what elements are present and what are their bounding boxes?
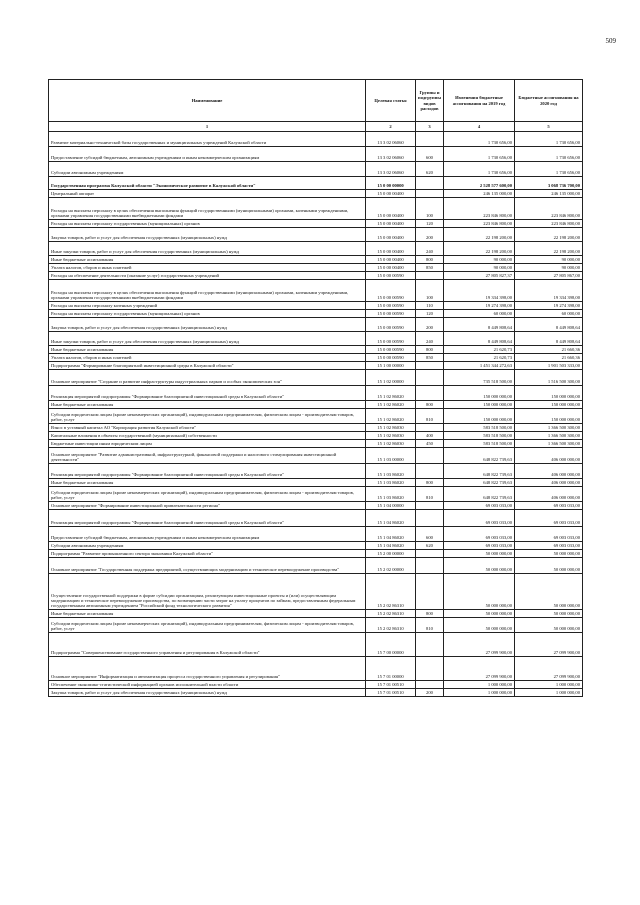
table-row: [49, 510, 583, 527]
row-target-article: 15 0 00 00400: [366, 256, 416, 264]
row-target-article: 15 1 04 86020: [366, 527, 416, 542]
table-row: [49, 502, 583, 510]
row-target-article: 15 0 00 00400: [366, 228, 416, 242]
table-row: [49, 346, 583, 354]
row-expense-type: 800: [416, 479, 444, 487]
row-name: Иные закупки товаров, работ и услуг для обеспечения государственных (муниципальных) нужд: [49, 332, 366, 346]
row-target-article: 15 0 00 00590: [366, 302, 416, 310]
row-target-article: 15 1 02 86030: [366, 440, 416, 448]
table-row: [49, 550, 583, 558]
row-expense-type: [416, 550, 444, 558]
row-name: Расходы на выплаты персоналу государственных (муниципальных) органов: [49, 310, 366, 318]
row-amount-2019: 60 000,00: [444, 310, 515, 318]
row-target-article: 15 1 02 86030: [366, 424, 416, 432]
row-target-article: 15 7 01 00510: [366, 681, 416, 689]
table-row: [49, 424, 583, 432]
row-name: Подпрограмма "Формирование благоприятной инвестиционной среды в Калужской области": [49, 362, 366, 370]
row-target-article: 15 1 03 86020: [366, 487, 416, 502]
row-target-article: 15 0 00 00590: [366, 272, 416, 280]
row-amount-2020: 69 003 033,00: [515, 542, 583, 550]
row-name: Субсидии юридическим лицам (кроме некоммерческих организаций), индивидуальным предпринимателям, физическим лицам - производителям товаров, работ, услуг: [49, 409, 366, 424]
row-amount-2020: 150 000 000,00: [515, 401, 583, 409]
table-row: [49, 272, 583, 280]
row-name: Государственная программа Калужской области "Экономическое развитие в Калужской области": [49, 177, 366, 190]
row-amount-2020: 1 000 000,00: [515, 681, 583, 689]
row-amount-2019: 69 003 033,00: [444, 527, 515, 542]
row-name: Уплата налогов, сборов и иных платежей: [49, 264, 366, 272]
table-row: [49, 689, 583, 697]
row-name: Предоставление субсидий бюджетным, автономным учреждениям и иным некоммерческим организациям: [49, 527, 366, 542]
table-row: [49, 256, 583, 264]
row-amount-2020: 1 901 503 333,00: [515, 362, 583, 370]
row-target-article: 13 3 02 06060: [366, 162, 416, 177]
row-amount-2020: 150 000 000,00: [515, 409, 583, 424]
row-name: Иные бюджетные ассигнования: [49, 610, 366, 618]
row-expense-type: [416, 681, 444, 689]
row-amount-2019: 150 000 000,00: [444, 409, 515, 424]
row-expense-type: [416, 448, 444, 464]
row-name: Закупка товаров, работ и услуг для обеспечения государственных (муниципальных) нужд: [49, 689, 366, 697]
row-name: Обеспечение экономико-статистической информацией органов исполнительной власти области: [49, 681, 366, 689]
row-target-article: 15 2 02 86310: [366, 610, 416, 618]
row-amount-2020: 19 334 398,00: [515, 280, 583, 302]
row-target-article: 15 7 01 00510: [366, 689, 416, 697]
table-row: [49, 633, 583, 657]
row-amount-2019: 22 198 200,00: [444, 242, 515, 256]
page-number: 509: [605, 37, 616, 45]
row-target-article: 15 1 04 86020: [366, 510, 416, 527]
row-expense-type: 200: [416, 228, 444, 242]
table-row: [49, 527, 583, 542]
row-amount-2020: 1 730 656,00: [515, 147, 583, 162]
header-name: Наименование: [49, 80, 366, 122]
row-name: Основное мероприятие "Информатизация и автоматизация процесса государственного управления и регулирования": [49, 657, 366, 681]
row-name: Иные бюджетные ассигнования: [49, 346, 366, 354]
row-expense-type: 810: [416, 618, 444, 633]
column-number: 3: [416, 122, 444, 132]
row-expense-type: 800: [416, 346, 444, 354]
row-amount-2020: 3 068 736 700,00: [515, 177, 583, 190]
row-name: Бюджетные инвестиции иным юридическим лицам: [49, 440, 366, 448]
row-amount-2020: 60 000,00: [515, 310, 583, 318]
row-target-article: 15 1 02 00000: [366, 370, 416, 386]
row-amount-2020: 8 449 808,64: [515, 318, 583, 332]
row-amount-2020: 69 003 033,00: [515, 502, 583, 510]
row-name: Реализация мероприятий подпрограммы "Формирование благоприятной инвестиционной среды в Калужской области": [49, 386, 366, 401]
row-amount-2019: 2 528 577 600,00: [444, 177, 515, 190]
row-amount-2020: 50 000 000,00: [515, 610, 583, 618]
row-expense-type: [416, 190, 444, 198]
row-amount-2020: 223 846 800,00: [515, 198, 583, 220]
row-amount-2020: 406 000 000,00: [515, 479, 583, 487]
row-expense-type: 200: [416, 689, 444, 697]
row-expense-type: [416, 502, 444, 510]
row-target-article: 15 1 02 86020: [366, 401, 416, 409]
table-row: [49, 132, 583, 147]
row-expense-type: 600: [416, 527, 444, 542]
row-expense-type: 240: [416, 242, 444, 256]
row-target-article: 15 2 02 86310: [366, 618, 416, 633]
row-amount-2019: 648 822 739,63: [444, 487, 515, 502]
row-target-article: 13 3 02 06060: [366, 147, 416, 162]
row-name: Закупка товаров, работ и услуг для обеспечения государственных (муниципальных) нужд: [49, 318, 366, 332]
row-amount-2020: 69 003 033,00: [515, 527, 583, 542]
table-row: [49, 542, 583, 550]
row-amount-2020: 50 000 000,00: [515, 550, 583, 558]
row-name: Субсидии автономным учреждениям: [49, 542, 366, 550]
row-amount-2020: 22 198 200,00: [515, 228, 583, 242]
row-expense-type: [416, 272, 444, 280]
table-row: [49, 610, 583, 618]
row-expense-type: [416, 558, 444, 574]
row-name: Основное мероприятие "Создание и развитие инфраструктуры индустриальных парков и особых экономических зон": [49, 370, 366, 386]
row-amount-2020: 246 135 000,00: [515, 190, 583, 198]
row-target-article: 15 0 00 00400: [366, 198, 416, 220]
table-row: [49, 147, 583, 162]
row-target-article: 15 0 00 00000: [366, 177, 416, 190]
table-row: [49, 280, 583, 302]
row-amount-2020: 406 000 000,00: [515, 464, 583, 479]
table-row: [49, 574, 583, 610]
row-name: Расходы на выплаты персоналу в целях обеспечения выполнения функций государственными (муниципальными) органами, казенными учреждениями, органами управления государственными внебюджетными фондами: [49, 198, 366, 220]
row-name: Взнос в уставный капитал АО "Корпорация развития Калужской области": [49, 424, 366, 432]
row-target-article: 15 7 01 00000: [366, 657, 416, 681]
row-amount-2020: 90 000,00: [515, 264, 583, 272]
row-name: Основное мероприятие "Государственная поддержка предприятий, осуществляющих модернизацию и техническое перевооружение производства": [49, 558, 366, 574]
row-amount-2019: 583 518 500,00: [444, 424, 515, 432]
row-amount-2020: 1 000 000,00: [515, 689, 583, 697]
row-target-article: 15 1 02 86020: [366, 409, 416, 424]
row-amount-2019: 19 334 398,00: [444, 280, 515, 302]
row-name: Закупка товаров, работ и услуг для обеспечения государственных (муниципальных) нужд: [49, 228, 366, 242]
row-expense-type: 850: [416, 354, 444, 362]
row-amount-2019: 1 000 000,00: [444, 681, 515, 689]
row-target-article: 15 2 00 00000: [366, 550, 416, 558]
row-name: Иные бюджетные ассигнования: [49, 401, 366, 409]
table-row: [49, 657, 583, 681]
row-expense-type: 850: [416, 264, 444, 272]
row-expense-type: [416, 132, 444, 147]
row-target-article: 15 0 00 00590: [366, 354, 416, 362]
row-amount-2020: 1 366 500 300,00: [515, 424, 583, 432]
row-name: Иные бюджетные ассигнования: [49, 479, 366, 487]
row-amount-2020: 150 000 000,00: [515, 386, 583, 401]
row-target-article: 15 0 00 00590: [366, 332, 416, 346]
row-name: Субсидии автономным учреждениям: [49, 162, 366, 177]
row-name: Субсидии юридическим лицам (кроме некоммерческих организаций), индивидуальным предпринимателям, физическим лицам - производителям товаров, работ, услуг: [49, 487, 366, 502]
table-row: [49, 386, 583, 401]
row-amount-2020: 50 000 000,00: [515, 618, 583, 633]
row-expense-type: 800: [416, 610, 444, 618]
row-amount-2019: 150 000 000,00: [444, 386, 515, 401]
row-amount-2019: 21 620,73: [444, 354, 515, 362]
row-amount-2019: 1 451 344 272,63: [444, 362, 515, 370]
row-expense-type: [416, 362, 444, 370]
row-amount-2019: 27 099 900,00: [444, 657, 515, 681]
table-row: [49, 487, 583, 502]
row-expense-type: [416, 633, 444, 657]
row-target-article: 15 1 03 86020: [366, 464, 416, 479]
row-name: Основное мероприятие "Формирование инвестиционной привлекательности региона": [49, 502, 366, 510]
row-amount-2019: 1 730 656,00: [444, 132, 515, 147]
row-amount-2020: 90 000,00: [515, 256, 583, 264]
row-target-article: 15 7 00 00000: [366, 633, 416, 657]
table-row: [49, 332, 583, 346]
table-row: [49, 479, 583, 487]
table-row: [49, 177, 583, 190]
table-row: [49, 370, 583, 386]
row-amount-2020: 406 000 000,00: [515, 487, 583, 502]
row-amount-2019: 27 805 827,37: [444, 272, 515, 280]
row-name: Иные закупки товаров, работ и услуг для обеспечения государственных (муниципальных) нужд: [49, 242, 366, 256]
row-amount-2019: 8 449 808,64: [444, 332, 515, 346]
row-name: Предоставление субсидий бюджетным, автономным учреждениям и иным некоммерческим организациям: [49, 147, 366, 162]
row-amount-2019: 648 822 739,63: [444, 479, 515, 487]
row-target-article: 15 0 00 00590: [366, 318, 416, 332]
row-amount-2019: 735 518 500,00: [444, 370, 515, 386]
row-name: Расходы на выплаты персоналу казенных учреждений: [49, 302, 366, 310]
row-amount-2020: 21 660,36: [515, 354, 583, 362]
row-target-article: 15 2 02 00000: [366, 558, 416, 574]
row-amount-2019: 69 003 033,00: [444, 510, 515, 527]
row-amount-2020: 27 099 900,00: [515, 657, 583, 681]
row-expense-type: 620: [416, 542, 444, 550]
table-row: [49, 220, 583, 228]
row-expense-type: 800: [416, 401, 444, 409]
row-expense-type: 110: [416, 302, 444, 310]
row-expense-type: 200: [416, 318, 444, 332]
row-target-article: 15 0 00 00590: [366, 310, 416, 318]
row-expense-type: [416, 386, 444, 401]
row-target-article: 13 3 02 06060: [366, 132, 416, 147]
budget-table: [48, 79, 583, 697]
row-expense-type: 810: [416, 487, 444, 502]
row-expense-type: [416, 574, 444, 610]
row-amount-2020: 406 000 000,00: [515, 448, 583, 464]
row-amount-2019: 22 198 200,00: [444, 228, 515, 242]
row-amount-2019: 583 518 500,00: [444, 432, 515, 440]
row-amount-2019: 69 003 033,00: [444, 502, 515, 510]
column-number-row: [49, 122, 583, 132]
row-amount-2019: 648 822 739,63: [444, 464, 515, 479]
row-name: Уплата налогов, сборов и иных платежей: [49, 354, 366, 362]
row-expense-type: [416, 510, 444, 527]
row-amount-2020: 19 274 398,00: [515, 302, 583, 310]
row-amount-2020: 1 730 656,00: [515, 132, 583, 147]
row-amount-2020: 27 099 900,00: [515, 633, 583, 657]
table-row: [49, 432, 583, 440]
table-row: [49, 401, 583, 409]
row-name: Расходы на выплаты персоналу в целях обеспечения выполнения функций государственными (муниципальными) органами, казенными учреждениями, органами управления государственными внебюджетными фондами: [49, 280, 366, 302]
row-amount-2019: 150 000 000,00: [444, 401, 515, 409]
table-row: [49, 354, 583, 362]
header-expense-group: Группы и подгруппы видов расходов: [416, 80, 444, 122]
row-name: Расходы на выплаты персоналу государственных (муниципальных) органов: [49, 220, 366, 228]
row-target-article: 15 1 03 00000: [366, 448, 416, 464]
row-amount-2020: 50 000 000,00: [515, 558, 583, 574]
row-expense-type: 120: [416, 220, 444, 228]
row-target-article: 15 1 03 86020: [366, 479, 416, 487]
table-row: [49, 409, 583, 424]
table-body: [49, 132, 583, 697]
table-row: [49, 198, 583, 220]
table-row: [49, 681, 583, 689]
row-target-article: 15 0 00 00400: [366, 264, 416, 272]
row-amount-2019: 19 274 398,00: [444, 302, 515, 310]
row-amount-2019: 223 846 800,00: [444, 220, 515, 228]
table-row: [49, 242, 583, 256]
row-name: Субсидии юридическим лицам (кроме некоммерческих организаций), индивидуальным предпринимателям, физическим лицам - производителям товаров, работ, услуг: [49, 618, 366, 633]
row-amount-2019: 69 003 033,00: [444, 542, 515, 550]
table-row: [49, 362, 583, 370]
row-target-article: 15 0 00 00590: [366, 280, 416, 302]
row-target-article: 15 0 00 00590: [366, 346, 416, 354]
row-expense-type: [416, 464, 444, 479]
row-name: Капитальные вложения в объекты государственной (муниципальной) собственности: [49, 432, 366, 440]
row-name: Центральный аппарат: [49, 190, 366, 198]
row-expense-type: [416, 424, 444, 432]
header-row: [49, 80, 583, 122]
row-target-article: 15 1 02 86020: [366, 386, 416, 401]
row-amount-2019: 90 000,00: [444, 264, 515, 272]
row-name: Подпрограмма "Развитие промышленного сектора экономики Калужской области": [49, 550, 366, 558]
row-amount-2019: 27 099 900,00: [444, 633, 515, 657]
row-name: Расходы на обеспечение деятельности (оказание услуг) государственных учреждений: [49, 272, 366, 280]
row-amount-2019: 648 822 739,63: [444, 448, 515, 464]
header-target-article: Целевая статья: [366, 80, 416, 122]
column-number: 5: [515, 122, 583, 132]
header-allocations-2019: Изменения бюджетные ассигнования на 2019 год: [444, 80, 515, 122]
row-expense-type: [416, 657, 444, 681]
table-row: [49, 440, 583, 448]
row-name: Реализация мероприятий подпрограммы "Формирование благоприятной инвестиционной среды в Калужской области": [49, 464, 366, 479]
row-amount-2020: 1 366 500 300,00: [515, 432, 583, 440]
row-amount-2020: 1 366 500 300,00: [515, 440, 583, 448]
row-expense-type: 600: [416, 147, 444, 162]
row-name: Иные бюджетные ассигнования: [49, 256, 366, 264]
table-row: [49, 618, 583, 633]
table-row: [49, 228, 583, 242]
table-row: [49, 558, 583, 574]
row-amount-2020: 1 516 500 300,00: [515, 370, 583, 386]
row-expense-type: 240: [416, 332, 444, 346]
row-amount-2019: 50 000 000,00: [444, 558, 515, 574]
row-name: Развитие материально-технической базы государственных и муниципальных учреждений Калужской области: [49, 132, 366, 147]
row-amount-2019: 1 730 656,00: [444, 147, 515, 162]
row-expense-type: 450: [416, 440, 444, 448]
row-target-article: 15 2 02 86310: [366, 574, 416, 610]
row-expense-type: 400: [416, 432, 444, 440]
row-target-article: 15 1 00 00000: [366, 362, 416, 370]
row-name: Подпрограмма "Совершенствование государственного управления и регулирования в Калужской области": [49, 633, 366, 657]
row-target-article: 15 1 04 86020: [366, 542, 416, 550]
column-number: 1: [49, 122, 366, 132]
table-row: [49, 448, 583, 464]
table-row: [49, 302, 583, 310]
row-expense-type: [416, 177, 444, 190]
row-amount-2020: 27 805 867,00: [515, 272, 583, 280]
row-expense-type: 800: [416, 256, 444, 264]
row-name: Осуществление государственной поддержки в форме субсидии организациям, реализующим инвестиционные проекты и (или) осуществляющим модернизацию и техническое перевооружение производства, по возмещению части затрат на уплату процентов по займам, предоставленным федеральным государственным автономным учреждением "Российский фонд технологического развития": [49, 574, 366, 610]
row-target-article: 15 0 00 00400: [366, 242, 416, 256]
row-target-article: 15 0 00 00400: [366, 220, 416, 228]
row-amount-2019: 246 135 000,00: [444, 190, 515, 198]
row-name: Реализация мероприятий подпрограммы "Формирование благоприятной инвестиционной среды в Калужской области": [49, 510, 366, 527]
row-amount-2019: 8 449 808,64: [444, 318, 515, 332]
row-amount-2019: 223 846 800,00: [444, 198, 515, 220]
table-row: [49, 318, 583, 332]
row-target-article: 15 0 00 00400: [366, 190, 416, 198]
row-amount-2020: 8 449 808,64: [515, 332, 583, 346]
row-amount-2020: 223 846 800,00: [515, 220, 583, 228]
header-allocations-2020: Бюджетные ассигнования на 2020 год: [515, 80, 583, 122]
row-expense-type: 100: [416, 280, 444, 302]
row-amount-2019: 50 000 000,00: [444, 618, 515, 633]
row-amount-2020: 50 000 000,00: [515, 574, 583, 610]
row-expense-type: 120: [416, 310, 444, 318]
row-amount-2020: 1 730 656,00: [515, 162, 583, 177]
row-amount-2019: 21 620,73: [444, 346, 515, 354]
table-row: [49, 264, 583, 272]
column-number: 2: [366, 122, 416, 132]
row-expense-type: 100: [416, 198, 444, 220]
table-row: [49, 464, 583, 479]
row-name: Основное мероприятие "Развитие административной, инфраструктурной, финансовой поддержки и налогового стимулирования инвестиционной деятельности": [49, 448, 366, 464]
column-number: 4: [444, 122, 515, 132]
row-amount-2019: 90 000,00: [444, 256, 515, 264]
row-amount-2019: 583 518 500,00: [444, 440, 515, 448]
row-expense-type: 810: [416, 409, 444, 424]
table-row: [49, 162, 583, 177]
row-amount-2020: 69 003 033,00: [515, 510, 583, 527]
row-amount-2020: 22 198 200,00: [515, 242, 583, 256]
row-amount-2019: 1 000 000,00: [444, 689, 515, 697]
row-expense-type: 620: [416, 162, 444, 177]
row-amount-2020: 21 660,36: [515, 346, 583, 354]
row-amount-2019: 50 000 000,00: [444, 574, 515, 610]
row-amount-2019: 50 000 000,00: [444, 610, 515, 618]
row-amount-2019: 1 730 656,00: [444, 162, 515, 177]
row-amount-2019: 50 000 000,00: [444, 550, 515, 558]
table-row: [49, 310, 583, 318]
row-expense-type: [416, 370, 444, 386]
row-target-article: 15 1 04 00000: [366, 502, 416, 510]
row-target-article: 15 1 02 86030: [366, 432, 416, 440]
table-row: [49, 190, 583, 198]
